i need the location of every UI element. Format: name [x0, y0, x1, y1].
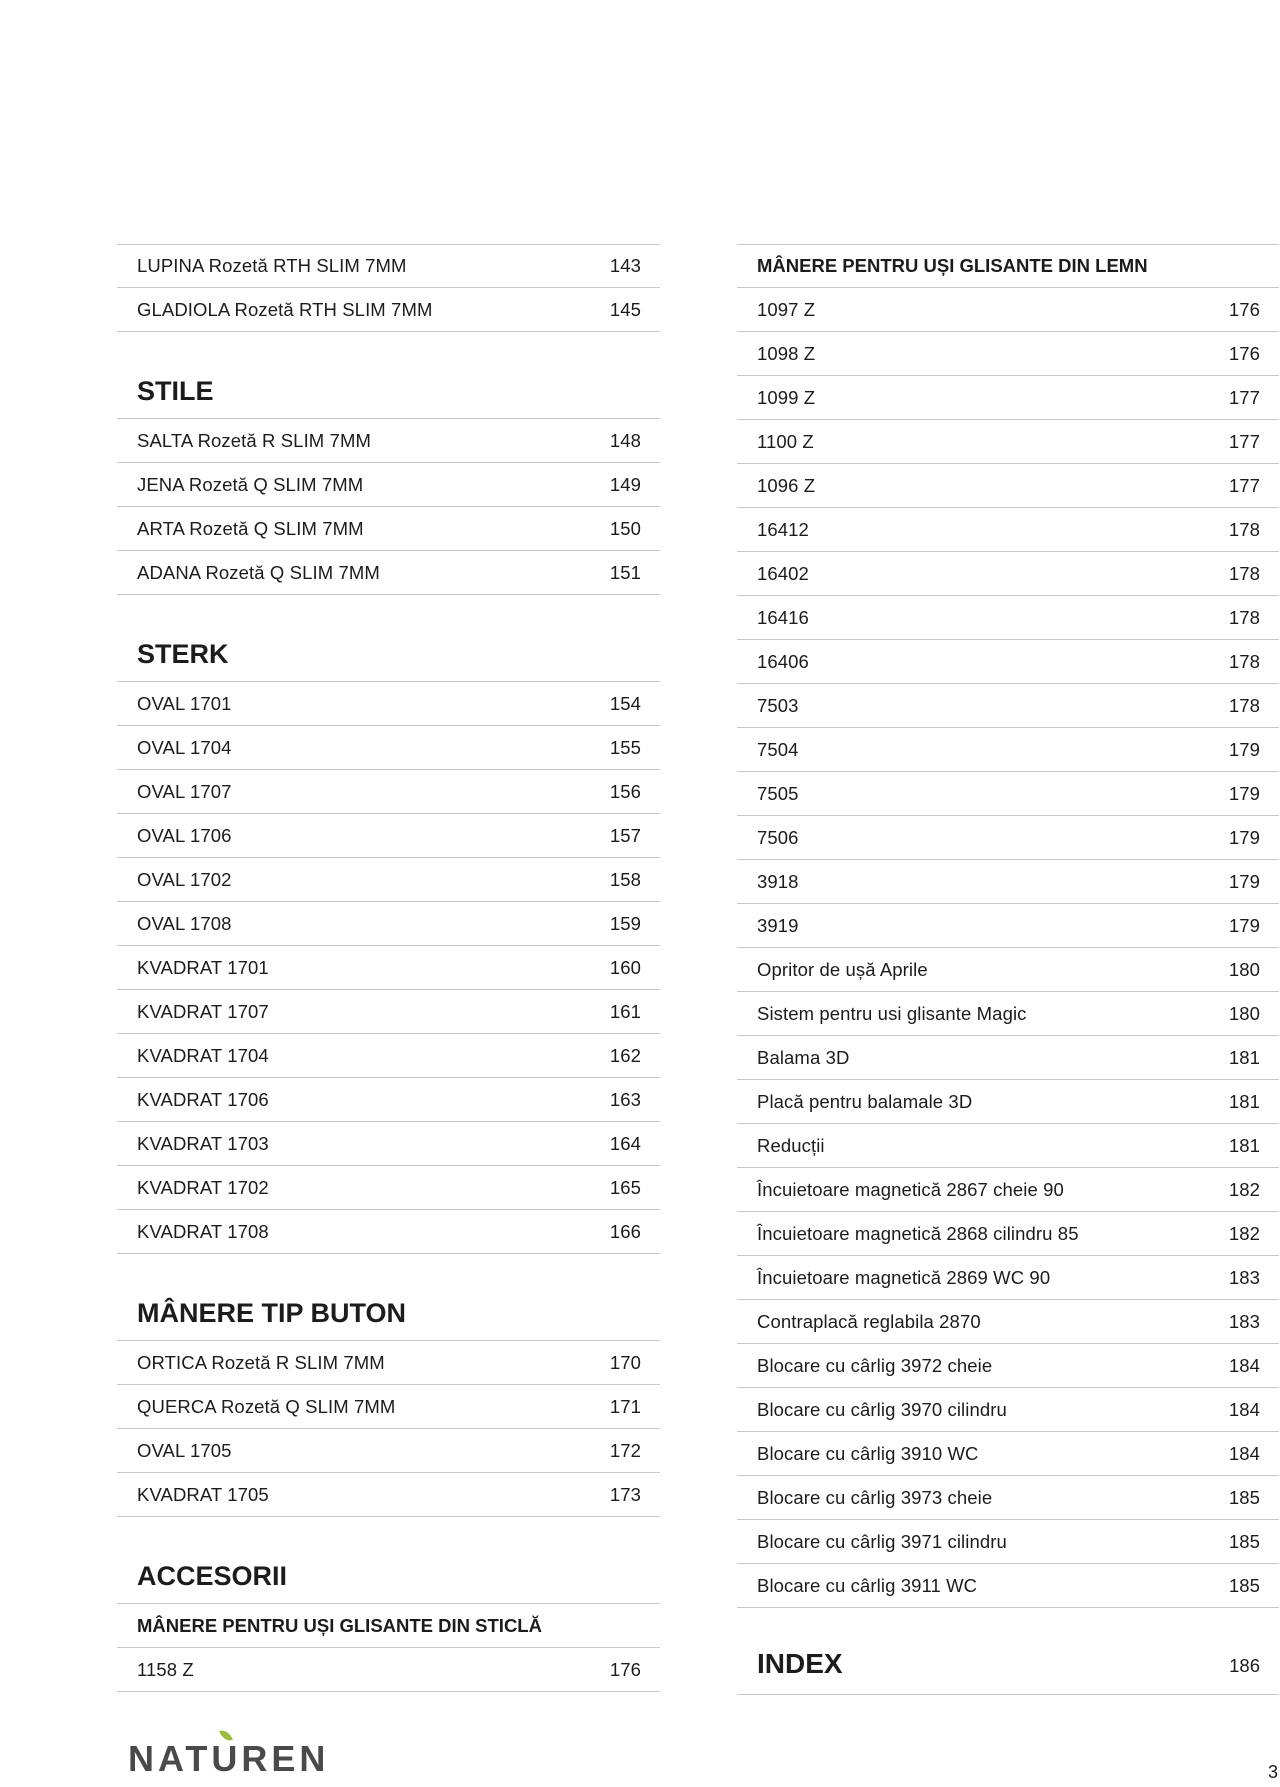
section-heading: ACCESORII	[117, 1517, 660, 1604]
logo-text-start: NAT	[128, 1738, 212, 1779]
toc-entry-page: 179	[1228, 782, 1260, 804]
toc-entry-page: 185	[1228, 1530, 1260, 1552]
toc-entry	[117, 463, 660, 507]
toc-entry-label: Blocare cu cârlig 3971 cilindru	[757, 1530, 1007, 1552]
toc-entry-page: 177	[1228, 474, 1260, 496]
toc-entry	[117, 726, 660, 770]
toc-entry	[117, 1429, 660, 1473]
toc-entry	[117, 1385, 660, 1429]
toc-entry-page: 162	[609, 1044, 641, 1066]
toc-entry-label: GLADIOLA Rozetă RTH SLIM 7MM	[137, 298, 433, 320]
toc-entry-label: Blocare cu cârlig 3911 WC	[757, 1574, 978, 1596]
toc-entry-page: 185	[1228, 1574, 1260, 1596]
toc-entry-page: 171	[609, 1395, 641, 1417]
toc-entry	[117, 1473, 660, 1517]
section-heading: STERK	[117, 595, 660, 682]
toc-entry-label: Balama 3D	[757, 1046, 850, 1068]
toc-entry	[117, 1166, 660, 1210]
toc-entry-page: 179	[1228, 738, 1260, 760]
toc-entry-label: 1158 Z	[137, 1658, 194, 1680]
toc-entry-label: 1097 Z	[757, 298, 816, 320]
toc-entry-label: SALTA Rozetă R SLIM 7MM	[137, 429, 371, 451]
toc-entry-label: LUPINA Rozetă RTH SLIM 7MM	[137, 255, 407, 276]
toc-entry-label: 16416	[757, 606, 809, 628]
toc-entry	[737, 1256, 1279, 1300]
logo-text-u: U	[211, 1738, 242, 1779]
toc-entry	[737, 1564, 1279, 1608]
toc-entry-page: 183	[1228, 1310, 1260, 1332]
toc-entry-label: QUERCA Rozetă Q SLIM 7MM	[137, 1395, 396, 1417]
toc-entry	[117, 551, 660, 595]
toc-entry	[117, 770, 660, 814]
toc-entry-page: 170	[609, 1351, 641, 1373]
toc-entry-page: 157	[609, 824, 641, 846]
toc-entry-page: 143	[609, 255, 641, 276]
toc-entry-label: OVAL 1702	[137, 868, 232, 890]
toc-entry-page: 164	[609, 1132, 641, 1154]
toc-entry	[117, 1078, 660, 1122]
toc-entry-page: 181	[1228, 1090, 1260, 1112]
toc-entry-page: 182	[1228, 1178, 1260, 1200]
toc-entry-page: 184	[1228, 1354, 1260, 1376]
toc-entry-page: 150	[609, 517, 641, 539]
toc-entry-label: 3919	[757, 914, 799, 936]
toc-entry-page: 156	[609, 780, 641, 802]
toc-entry	[737, 904, 1279, 948]
naturen-logo	[128, 1738, 329, 1780]
toc-entry	[117, 244, 660, 288]
section-heading: STILE	[117, 332, 660, 419]
toc-entry-page: 185	[1228, 1486, 1260, 1508]
toc-entry-label: 16406	[757, 650, 809, 672]
toc-entry	[737, 1124, 1279, 1168]
toc-entry-label: KVADRAT 1703	[137, 1132, 269, 1154]
toc-entry	[117, 814, 660, 858]
toc-entry-label: 7504	[757, 738, 799, 760]
toc-entry-label: KVADRAT 1708	[137, 1220, 269, 1242]
toc-entry	[737, 332, 1279, 376]
toc-entry-label: 1099 Z	[757, 386, 816, 408]
toc-entry-label: KVADRAT 1701	[137, 956, 269, 978]
toc-entry-label: 16402	[757, 562, 809, 584]
toc-entry-label: 1100 Z	[757, 430, 814, 452]
toc-entry-page: 166	[609, 1220, 641, 1242]
toc-entry-label: Blocare cu cârlig 3972 cheie	[757, 1354, 993, 1376]
toc-entry	[737, 464, 1279, 508]
toc-entry-page: 176	[1228, 342, 1260, 364]
index-title: INDEX	[757, 1648, 843, 1679]
toc-entry-page: 148	[609, 429, 641, 451]
toc-entry-page: 149	[609, 473, 641, 495]
toc-entry-label: Reducții	[757, 1134, 825, 1156]
toc-entry-label: Încuietoare magnetică 2868 cilindru 85	[757, 1222, 1079, 1244]
toc-entry-page: 176	[1228, 298, 1260, 320]
toc-entry	[117, 1122, 660, 1166]
logo-text-end: REN	[241, 1738, 330, 1779]
toc-entry	[737, 640, 1279, 684]
toc-entry	[737, 1168, 1279, 1212]
toc-entry-label: 7506	[757, 826, 799, 848]
toc-entry-page: 183	[1228, 1266, 1260, 1288]
toc-entry	[117, 288, 660, 332]
index-page-number: 186	[1229, 1655, 1260, 1676]
toc-entry	[737, 552, 1279, 596]
toc-left-column	[117, 244, 660, 1692]
toc-entry-label: KVADRAT 1706	[137, 1088, 269, 1110]
toc-entry	[737, 1520, 1279, 1564]
subsection-heading: MÂNERE PENTRU UȘI GLISANTE DIN STICLĂ	[117, 1604, 660, 1648]
toc-entry	[117, 858, 660, 902]
toc-entry-label: KVADRAT 1705	[137, 1483, 269, 1505]
toc-entry-page: 178	[1228, 518, 1260, 540]
toc-entry	[117, 946, 660, 990]
toc-entry	[737, 1300, 1279, 1344]
toc-entry-page: 160	[609, 956, 641, 978]
toc-entry	[737, 596, 1279, 640]
toc-entry-page: 173	[609, 1483, 641, 1505]
toc-entry	[737, 816, 1279, 860]
toc-entry-page: 184	[1228, 1398, 1260, 1420]
toc-entry-label: OVAL 1706	[137, 824, 232, 846]
toc-entry	[737, 288, 1279, 332]
toc-entry	[117, 990, 660, 1034]
toc-entry-page: 161	[609, 1000, 641, 1022]
toc-entry	[737, 508, 1279, 552]
toc-entry-label: OVAL 1707	[137, 780, 232, 802]
toc-entry-label: ARTA Rozetă Q SLIM 7MM	[137, 517, 364, 539]
section-heading: MÂNERE TIP BUTON	[117, 1254, 660, 1341]
toc-entry-label: 7505	[757, 782, 799, 804]
toc-entry-page: 181	[1228, 1134, 1260, 1156]
toc-entry-page: 165	[609, 1176, 641, 1198]
toc-entry-page: 179	[1228, 826, 1260, 848]
toc-entry-page: 145	[609, 298, 641, 320]
toc-entry-page: 155	[609, 736, 641, 758]
toc-entry-label: Blocare cu cârlig 3910 WC	[757, 1442, 979, 1464]
toc-entry-page: 159	[609, 912, 641, 934]
toc-entry-page: 178	[1228, 606, 1260, 628]
toc-entry-label: Blocare cu cârlig 3970 cilindru	[757, 1398, 1007, 1420]
toc-right-column	[737, 244, 1279, 1695]
toc-entry-label: Încuietoare magnetică 2869 WC 90	[757, 1266, 1051, 1288]
toc-entry-label: Încuietoare magnetică 2867 cheie 90	[757, 1178, 1064, 1200]
toc-entry-label: OVAL 1705	[137, 1439, 232, 1461]
toc-entry-label: OVAL 1701	[137, 692, 232, 714]
toc-entry-label: OVAL 1708	[137, 912, 232, 934]
toc-entry-label: 3918	[757, 870, 799, 892]
toc-entry-label: KVADRAT 1707	[137, 1000, 269, 1022]
toc-entry	[737, 684, 1279, 728]
toc-entry-page: 182	[1228, 1222, 1260, 1244]
toc-entry	[117, 682, 660, 726]
toc-entry-page: 176	[609, 1658, 641, 1680]
toc-entry	[737, 772, 1279, 816]
toc-entry-page: 179	[1228, 870, 1260, 892]
toc-entry-page: 154	[609, 692, 641, 714]
toc-entry	[737, 728, 1279, 772]
toc-entry-page: 151	[609, 561, 641, 583]
toc-entry	[737, 420, 1279, 464]
toc-entry-page: 180	[1228, 1002, 1260, 1024]
toc-entry-label: 7503	[757, 694, 799, 716]
toc-entry-page: 179	[1228, 914, 1260, 936]
toc-entry	[737, 860, 1279, 904]
toc-entry-page: 178	[1228, 694, 1260, 716]
toc-entry-label: 1098 Z	[757, 342, 816, 364]
page-number: 3	[1268, 1762, 1279, 1782]
toc-entry-label: Opritor de ușă Aprile	[757, 958, 928, 980]
toc-entry	[117, 1341, 660, 1385]
toc-entry-page: 180	[1228, 958, 1260, 980]
toc-entry	[737, 1476, 1279, 1520]
toc-entry	[117, 507, 660, 551]
toc-entry-label: Contraplacă reglabila 2870	[757, 1310, 981, 1332]
toc-entry-label: 1096 Z	[757, 474, 816, 496]
toc-entry-page: 158	[609, 868, 641, 890]
toc-entry-page: 172	[609, 1439, 641, 1461]
index-entry	[737, 1608, 1279, 1695]
toc-entry-page: 178	[1228, 650, 1260, 672]
toc-entry	[117, 1034, 660, 1078]
toc-entry-label: Placă pentru balamale 3D	[757, 1090, 973, 1112]
toc-entry	[737, 992, 1279, 1036]
toc-entry-label: Blocare cu cârlig 3973 cheie	[757, 1486, 993, 1508]
toc-entry-page: 178	[1228, 562, 1260, 584]
toc-entry	[117, 902, 660, 946]
toc-entry-page: 181	[1228, 1046, 1260, 1068]
toc-entry-label: KVADRAT 1702	[137, 1176, 269, 1198]
toc-entry-label: JENA Rozetă Q SLIM 7MM	[137, 473, 364, 495]
toc-entry	[737, 948, 1279, 992]
toc-entry	[117, 419, 660, 463]
toc-entry-page: 163	[609, 1088, 641, 1110]
toc-entry-page: 184	[1228, 1442, 1260, 1464]
toc-entry-page: 177	[1228, 386, 1260, 408]
toc-entry	[117, 1648, 660, 1692]
toc-entry	[117, 1210, 660, 1254]
toc-entry	[737, 376, 1279, 420]
toc-entry	[737, 1212, 1279, 1256]
subsection-heading: MÂNERE PENTRU UȘI GLISANTE DIN LEMN	[737, 244, 1279, 288]
toc-entry-page: 177	[1228, 430, 1260, 452]
toc-entry	[737, 1036, 1279, 1080]
toc-entry-label: 16412	[757, 518, 809, 540]
toc-entry	[737, 1344, 1279, 1388]
toc-entry-label: KVADRAT 1704	[137, 1044, 269, 1066]
toc-entry	[737, 1432, 1279, 1476]
toc-entry-label: OVAL 1704	[137, 736, 232, 758]
toc-entry-label: ADANA Rozetă Q SLIM 7MM	[137, 561, 380, 583]
toc-entry	[737, 1080, 1279, 1124]
toc-entry	[737, 1388, 1279, 1432]
toc-entry-label: Sistem pentru usi glisante Magic	[757, 1002, 1027, 1024]
toc-entry-label: ORTICA Rozetă R SLIM 7MM	[137, 1351, 385, 1373]
